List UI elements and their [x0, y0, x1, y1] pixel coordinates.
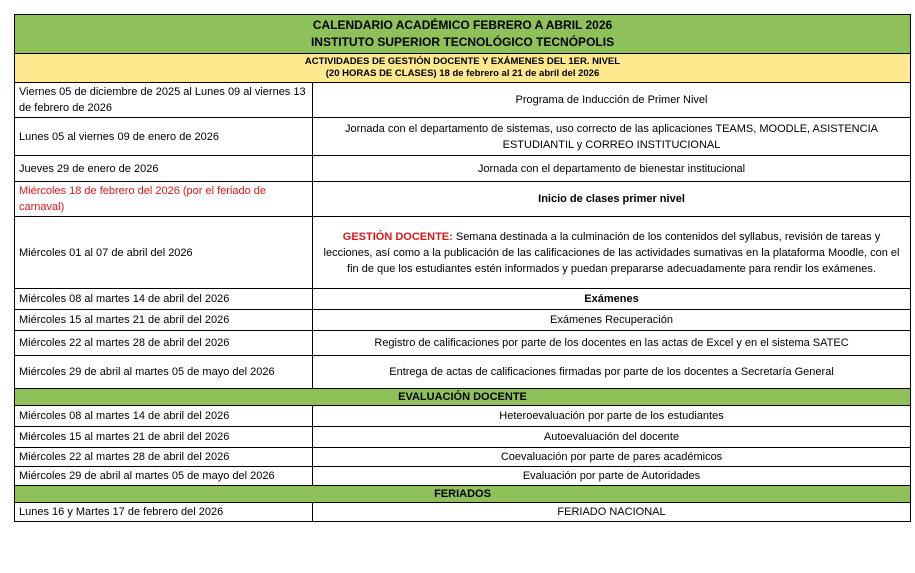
gestion-docente-label: GESTIÓN DOCENTE:: [342, 230, 453, 243]
activities-subtitle-line2: (20 HORAS DE CLASES) 18 de febrero al 21 de abril del 2026: [325, 68, 600, 79]
row-date: Miércoles 29 de abril al martes 05 de mayo del 2026: [15, 467, 313, 486]
table-row: [15, 427, 911, 448]
table-row: [15, 118, 911, 156]
calendar-title-line2: INSTITUTO SUPERIOR TECNOLÓGICO TECNÓPOLIS: [310, 35, 615, 49]
table-row: [15, 503, 911, 522]
row-activity: FERIADO NACIONAL: [313, 503, 911, 522]
row-activity: Autoevaluación del docente: [313, 427, 911, 448]
table-row: [15, 182, 911, 217]
row-activity: Coevaluación por parte de pares académicos: [313, 448, 911, 467]
row-date: Miércoles 15 al martes 21 de abril del 2026: [15, 427, 313, 448]
calendar-title-line1: CALENDARIO ACADÉMICO FEBRERO A ABRIL 2026: [312, 18, 613, 32]
table-row: [15, 448, 911, 467]
row-activity: [313, 217, 911, 289]
academic-calendar-table: [14, 14, 911, 522]
table-row: [15, 217, 911, 289]
row-activity: Programa de Inducción de Primer Nivel: [313, 83, 911, 118]
row-date: Miércoles 29 de abril al martes 05 de mayo del 2026: [15, 356, 313, 389]
table-row: [15, 356, 911, 389]
table-row: [15, 289, 911, 310]
gestion-docente-text: Semana destinada a la culminación de los contenidos del syllabus, revisión de tareas y lecciones, así como a la publicación de las calificaciones de las actividades sumativas en la plataforma Moodle, con el fin de que los estudiantes estén informados y puedan prepararse adecuadamente para rendir los exámenes.: [323, 230, 900, 275]
row-activity: Heteroevaluación por parte de los estudiantes: [313, 406, 911, 427]
table-row: [15, 406, 911, 427]
activities-subtitle-line1: ACTIVIDADES DE GESTIÓN DOCENTE Y EXÁMENES DEL 1ER. NIVEL: [304, 56, 621, 67]
holidays-section-title: FERIADOS: [15, 486, 911, 503]
row-activity: Registro de calificaciones por parte de los docentes en las actas de Excel y en el sistema SATEC: [313, 331, 911, 356]
row-date: Miércoles 22 al martes 28 de abril del 2026: [15, 448, 313, 467]
row-date: Lunes 05 al viernes 09 de enero de 2026: [15, 118, 313, 156]
row-activity: Entrega de actas de calificaciones firmadas por parte de los docentes a Secretaría General: [313, 356, 911, 389]
row-date: Miércoles 15 al martes 21 de abril del 2026: [15, 310, 313, 331]
table-row: [15, 156, 911, 182]
row-activity: Evaluación por parte de Autoridades: [313, 467, 911, 486]
title-row: [15, 15, 911, 54]
table-row: [15, 467, 911, 486]
row-date: Viernes 05 de diciembre de 2025 al Lunes 09 al viernes 13 de febrero de 2026: [15, 83, 313, 118]
section-header-row: [15, 486, 911, 503]
row-date: Miércoles 01 al 07 de abril del 2026: [15, 217, 313, 289]
row-date: Jueves 29 de enero de 2026: [15, 156, 313, 182]
row-date: Lunes 16 y Martes 17 de febrero del 2026: [15, 503, 313, 522]
row-activity: Jornada con el departamento de bienestar institucional: [313, 156, 911, 182]
section-header-row: [15, 389, 911, 406]
row-activity: Jornada con el departamento de sistemas, uso correcto de las aplicaciones TEAMS, MOODLE, ASISTENCIA ESTUDIANTIL y CORREO INSTITUCIONAL: [313, 118, 911, 156]
row-date: Miércoles 08 al martes 14 de abril del 2026: [15, 289, 313, 310]
calendar-title: [15, 15, 911, 54]
subtitle-row: [15, 54, 911, 83]
evaluation-section-title: EVALUACIÓN DOCENTE: [15, 389, 911, 406]
table-row: [15, 83, 911, 118]
table-row: [15, 331, 911, 356]
row-date: Miércoles 08 al martes 14 de abril del 2026: [15, 406, 313, 427]
row-activity: Exámenes: [313, 289, 911, 310]
row-activity: Exámenes Recuperación: [313, 310, 911, 331]
row-activity: Inicio de clases primer nivel: [313, 182, 911, 217]
table-row: [15, 310, 911, 331]
row-date-highlighted: Miércoles 18 de febrero del 2026 (por el feriado de carnaval): [15, 182, 313, 217]
row-date: Miércoles 22 al martes 28 de abril del 2026: [15, 331, 313, 356]
activities-subtitle: [15, 54, 911, 83]
